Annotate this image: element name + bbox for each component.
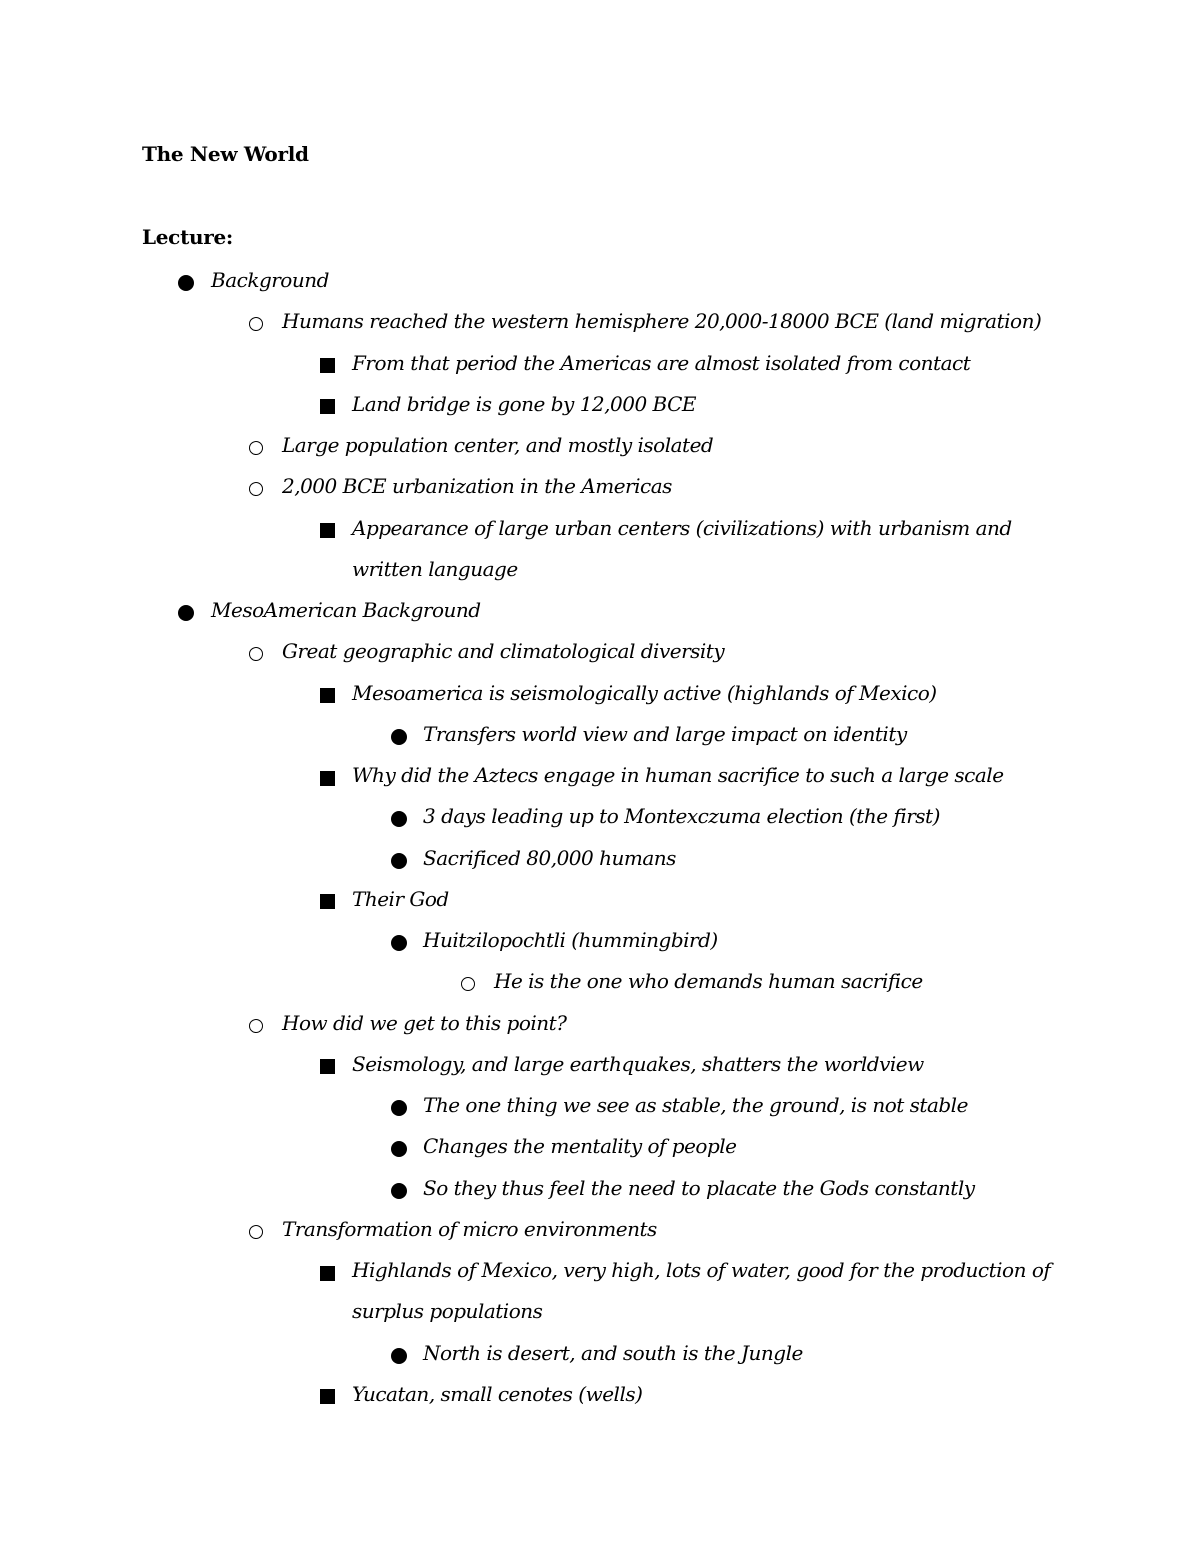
- circle-bullet-icon: [249, 317, 263, 331]
- outline-item-text: So they thus feel the need to placate the Gods constantly: [423, 1175, 975, 1200]
- outline-item-text: Huitzilopochtli (hummingbird): [423, 928, 718, 952]
- circle-bullet-icon: [249, 1019, 263, 1033]
- outline-item: [0, 714, 1200, 755]
- outline-item-text: Transfers world view and large impact on identity: [423, 721, 907, 746]
- disc-bullet-icon: [391, 1348, 407, 1364]
- outline-item: [0, 1003, 1200, 1044]
- page-title: The New World: [142, 142, 309, 166]
- circle-bullet-icon: [249, 647, 263, 661]
- outline-item: [0, 425, 1200, 466]
- disc-bullet-icon: [391, 1100, 407, 1116]
- outline-item-text: 2,000 BCE urbanization in the Americas: [282, 474, 672, 499]
- outline-item-text: written language: [352, 556, 518, 581]
- outline-item-text: Appearance of large urban centers (civilizations) with urbanism and: [352, 515, 1012, 540]
- outline-item: [0, 590, 1200, 631]
- outline-item: [0, 879, 1200, 920]
- disc-bullet-icon: [391, 935, 407, 951]
- outline-item-text: Great geographic and climatological diversity: [282, 639, 725, 664]
- outline-item: [0, 755, 1200, 796]
- outline-item-text: Yucatan, small cenotes (wells): [352, 1381, 643, 1406]
- disc-bullet-icon: [391, 1141, 407, 1157]
- circle-bullet-icon: [249, 482, 263, 496]
- outline-item: [0, 1291, 1200, 1332]
- outline-item-text: Seismology, and large earthquakes, shatters the worldview: [352, 1051, 924, 1076]
- outline-item: [0, 920, 1200, 961]
- outline-item: [0, 301, 1200, 342]
- outline-item-text: Background: [211, 268, 329, 292]
- square-bullet-icon: [320, 523, 335, 538]
- square-bullet-icon: [320, 399, 335, 414]
- outline-item-text: Mesoamerica is seismologically active (highlands of Mexico): [352, 680, 937, 705]
- outline-item-text: Transformation of micro environments: [282, 1216, 657, 1241]
- disc-bullet-icon: [391, 1183, 407, 1199]
- outline-item: [0, 1085, 1200, 1126]
- disc-bullet-icon: [391, 853, 407, 869]
- outline-item-text: Large population center, and mostly isolated: [282, 433, 714, 457]
- outline-item: [0, 1126, 1200, 1167]
- outline-item-text: Land bridge is gone by 12,000 BCE: [352, 391, 697, 416]
- outline-item-text: North is desert, and south is the Jungle: [423, 1340, 803, 1365]
- disc-bullet-icon: [391, 811, 407, 827]
- outline-item: [0, 631, 1200, 672]
- disc-bullet-icon: [178, 605, 194, 621]
- outline-item-text: Humans reached the western hemisphere 20,000-18000 BCE (land migration): [282, 309, 1042, 334]
- outline-item: [0, 1374, 1200, 1415]
- outline-item: [0, 1168, 1200, 1209]
- outline-item: [0, 260, 1200, 301]
- outline-item-text: From that period the Americas are almost isolated from contact: [352, 350, 971, 375]
- outline-item: [0, 1209, 1200, 1250]
- outline-item: [0, 343, 1200, 384]
- outline-item-text: The one thing we see as stable, the ground, is not stable: [423, 1093, 968, 1117]
- outline-item-text: MesoAmerican Background: [211, 598, 481, 622]
- square-bullet-icon: [320, 894, 335, 909]
- outline-item: [0, 384, 1200, 425]
- outline-item-text: Highlands of Mexico, very high, lots of water, good for the production of: [352, 1258, 1051, 1282]
- outline-item-text: How did we get to this point?: [282, 1010, 567, 1035]
- outline-item: [0, 1250, 1200, 1291]
- outline-item: [0, 796, 1200, 837]
- outline-item: [0, 508, 1200, 549]
- outline-item: [0, 549, 1200, 590]
- outline-item: [0, 466, 1200, 507]
- outline-item: [0, 1333, 1200, 1374]
- square-bullet-icon: [320, 1059, 335, 1074]
- outline-item-text: surplus populations: [352, 1299, 543, 1324]
- square-bullet-icon: [320, 358, 335, 373]
- square-bullet-icon: [320, 771, 335, 786]
- circle-bullet-icon: [461, 977, 475, 991]
- circle-bullet-icon: [249, 441, 263, 455]
- disc-bullet-icon: [391, 729, 407, 745]
- outline-item-text: Changes the mentality of people: [423, 1134, 737, 1159]
- section-label: Lecture:: [142, 225, 233, 249]
- outline-item: [0, 673, 1200, 714]
- outline-item-text: Why did the Aztecs engage in human sacrifice to such a large scale: [352, 763, 1004, 787]
- outline-item-text: Their God: [352, 886, 449, 911]
- outline-item: [0, 838, 1200, 879]
- square-bullet-icon: [320, 1266, 335, 1281]
- square-bullet-icon: [320, 1389, 335, 1404]
- outline-item-text: He is the one who demands human sacrifice: [494, 969, 923, 994]
- outline-item: [0, 961, 1200, 1002]
- outline-item: [0, 1044, 1200, 1085]
- disc-bullet-icon: [178, 275, 194, 291]
- square-bullet-icon: [320, 688, 335, 703]
- circle-bullet-icon: [249, 1225, 263, 1239]
- outline-item-text: 3 days leading up to Montexczuma election (the first): [423, 804, 940, 829]
- outline-item-text: Sacrificed 80,000 humans: [423, 845, 676, 870]
